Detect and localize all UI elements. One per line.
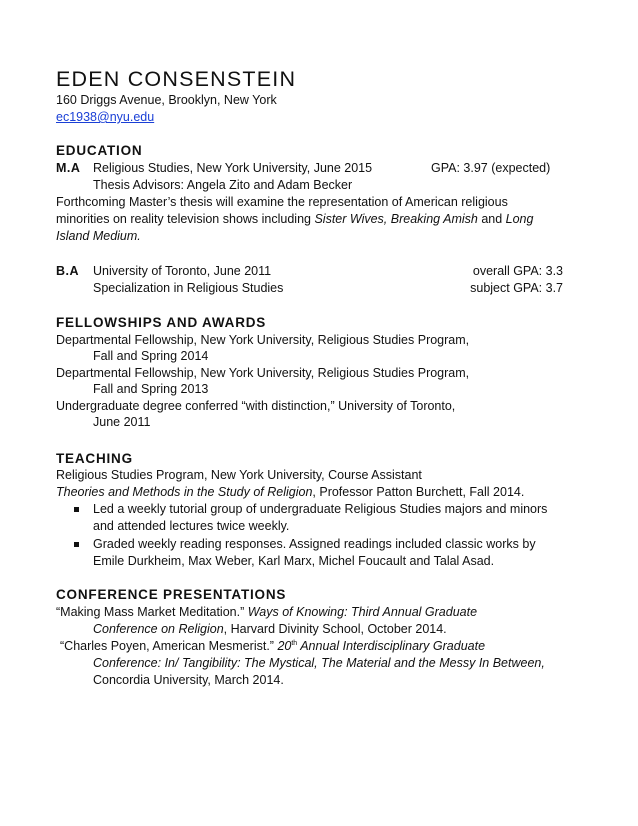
presentation-2-line-1: [60, 638, 485, 655]
ba-subject-gpa: subject GPA: 3.7: [470, 281, 563, 295]
conferences-heading: CONFERENCE PRESENTATIONS: [56, 587, 287, 602]
teaching-position: Religious Studies Program, New York University, Course Assistant: [56, 468, 422, 482]
thesis-conjunction: and: [477, 212, 506, 226]
ba-overall-gpa: overall GPA: 3.3: [472, 264, 563, 278]
presentation-1-line-1: [56, 604, 477, 621]
ma-gpa: GPA: 3.97 (expected): [431, 161, 551, 175]
presentation-2-conference-cont: Conference: In/ Tangibility: The Mystical, The Material and the Messy In Between,: [93, 656, 545, 670]
presentation-2-line-2: [93, 655, 545, 672]
presentation-1-title: “Making Mass Market Meditation.”: [56, 605, 248, 619]
ba-program: University of Toronto, June 2011: [93, 264, 272, 278]
thesis-show-titles: Sister Wives, Breaking Amish: [314, 212, 478, 226]
fellowship-item-3: Undergraduate degree conferred “with distinction,” University of Toronto,: [56, 399, 456, 413]
presentation-2-title: “Charles Poyen, American Mesmerist.”: [60, 639, 278, 653]
presentation-1-line-2: [93, 621, 447, 638]
email-link[interactable]: ec1938@nyu.edu: [56, 110, 155, 124]
education-heading: EDUCATION: [56, 143, 143, 158]
teaching-duties-list: [74, 501, 564, 571]
ma-degree-label: M.A: [56, 161, 81, 175]
fellowship-item-2-date: Fall and Spring 2013: [93, 382, 209, 396]
list-item: [74, 501, 564, 535]
fellowship-item-1: Departmental Fellowship, New York University, Religious Studies Program,: [56, 333, 470, 347]
list-item: [74, 536, 564, 570]
teaching-heading: TEACHING: [56, 451, 133, 466]
course-details: , Professor Patton Burchett, Fall 2014.: [312, 485, 525, 499]
bullet-square-icon: [74, 542, 79, 547]
fellowship-item-1-date: Fall and Spring 2014: [93, 349, 209, 363]
bullet-square-icon: [74, 507, 79, 512]
applicant-name: EDEN CONSENSTEIN: [56, 67, 297, 91]
list-item-text: Led a weekly tutorial group of undergraduate Religious Studies majors and minors and attended lectures twice weekly.: [93, 502, 548, 533]
ba-degree-label: B.A: [56, 264, 80, 278]
presentation-2-conference: Annual Interdisciplinary Graduate: [297, 639, 486, 653]
presentation-1-conference: Ways of Knowing: Third Annual Graduate: [247, 605, 478, 619]
presentation-1-venue: , Harvard Divinity School, October 2014.: [223, 622, 447, 636]
presentation-2-venue: Concordia University, March 2014.: [93, 673, 284, 687]
thesis-description-text: Forthcoming Master’s thesis will examine the representation of American religious minorities on reality television shows including: [56, 195, 508, 226]
address: 160 Driggs Avenue, Brooklyn, New York: [56, 93, 277, 107]
ba-specialization: Specialization in Religious Studies: [93, 281, 284, 295]
ma-advisors: Thesis Advisors: Angela Zito and Adam Becker: [93, 178, 353, 192]
thesis-description: [56, 194, 556, 245]
thesis-show-title-last: Long Island Medium.: [56, 212, 534, 243]
fellowship-item-2: Departmental Fellowship, New York University, Religious Studies Program,: [56, 366, 470, 380]
fellowship-item-3-date: June 2011: [93, 415, 151, 429]
presentation-2-number: 20: [277, 639, 292, 653]
fellowships-heading: FELLOWSHIPS AND AWARDS: [56, 315, 267, 330]
presentation-2-ordinal: th: [291, 639, 298, 647]
ma-program: Religious Studies, New York University, June 2015: [93, 161, 373, 175]
teaching-course: [56, 484, 524, 501]
course-title: Theories and Methods in the Study of Religion: [56, 485, 313, 499]
presentation-1-conference-cont: Conference on Religion: [93, 622, 224, 636]
list-item-text: Graded weekly reading responses. Assigned readings included classic works by Emile Durkheim, Max Weber, Karl Marx, Michel Foucault and Talal Asad.: [93, 537, 536, 568]
